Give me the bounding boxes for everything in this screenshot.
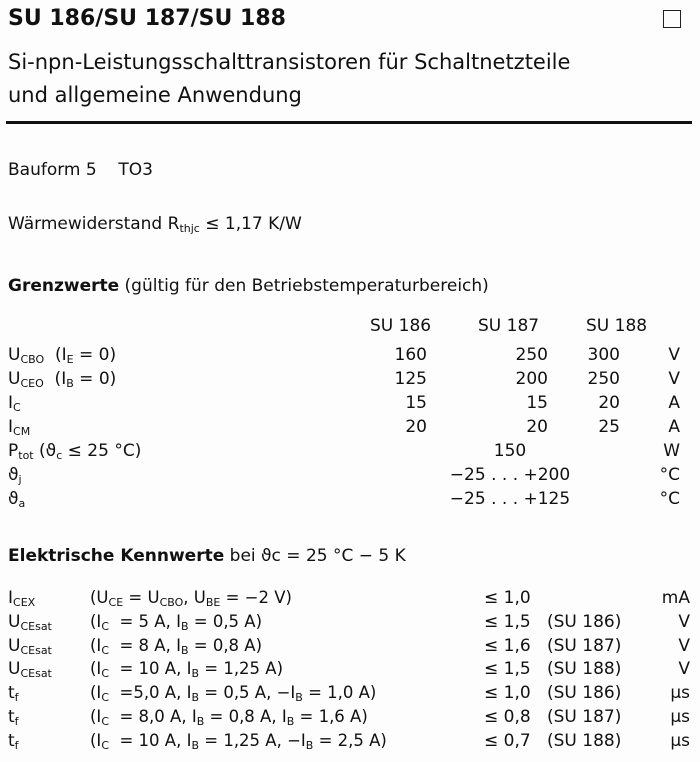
grenzwerte-title: Grenzwerte <box>8 276 120 296</box>
row-type: (SU 187) <box>547 707 622 727</box>
waermewiderstand <box>8 214 302 235</box>
grenzwerte-heading <box>8 276 489 296</box>
row-value: ≤ 1,6 <box>484 635 531 656</box>
row-unit: °C <box>659 489 680 509</box>
row-value: ≤ 0,7 <box>484 730 531 751</box>
row-label: $U_{CBO}$ $(I_E = 0)$ <box>8 345 117 366</box>
row-condition: ($I_C = 8$ A, $I_B = 0,8$ A) <box>90 635 263 657</box>
row-unit: mA <box>661 588 690 608</box>
row-symbol: $U_{CEsat}$ <box>8 635 52 657</box>
kennwerte-note: bei ϑc = 25 °C − 5 K <box>229 546 406 566</box>
waermewiderstand-value: ≤ 1,17 K/W <box>205 214 302 234</box>
row-unit: V <box>678 635 690 656</box>
row-unit: V <box>668 345 680 365</box>
row-symbol: $U_{CEsat}$ <box>8 611 52 633</box>
column-header: SU 186 <box>370 316 432 336</box>
row-value: 20 <box>405 417 427 437</box>
row-condition: ($I_C = 5$ A, $I_B = 0,5$ A) <box>90 611 263 633</box>
row-value: 300 <box>587 345 620 365</box>
row-unit: V <box>678 659 690 680</box>
row-label: $ϑ_j$ <box>8 465 22 486</box>
row-symbol: $t_f$ <box>8 730 19 752</box>
row-type: (SU 188) <box>547 730 622 751</box>
row-label: $I_C$ <box>8 393 21 414</box>
row-unit: µs <box>670 683 690 704</box>
rthjc-symbol: $R_{thjc}$ <box>167 214 200 235</box>
page-title: SU 186/SU 187/SU 188 <box>8 6 286 31</box>
row-condition: ($I_C = 8,0$ A, $I_B = 0,8$ A, $I_B = 1,6$ A) <box>90 707 368 728</box>
row-condition: ($I_C = 10$ A, $I_B = 1,25$ A) <box>90 659 284 681</box>
row-unit: A <box>668 393 680 413</box>
bauform-value: TO3 <box>118 160 153 180</box>
row-value: 25 <box>598 417 620 437</box>
row-label: $I_{CM}$ <box>8 417 31 438</box>
row-value: 250 <box>515 345 548 365</box>
row-condition: ($U_{CE} = U_{CBO}$, $U_{BE} = -2$ V) <box>90 588 292 609</box>
row-unit: µs <box>670 707 690 727</box>
row-value: 150 <box>493 441 527 461</box>
row-unit: µs <box>670 730 690 751</box>
row-label: $ϑ_a$ <box>8 489 26 510</box>
row-value: ≤ 1,0 <box>484 683 531 704</box>
row-type: (SU 186) <box>547 683 622 704</box>
row-value: ≤ 1,0 <box>484 588 531 608</box>
column-header: SU 188 <box>586 316 648 336</box>
row-unit: °C <box>659 465 680 485</box>
row-value: ≤ 1,5 <box>484 659 531 680</box>
row-condition: ($I_C = 10$ A, $I_B = 1,25$ A, $-I_B = 2,5$ A) <box>90 730 387 752</box>
row-label: $P_{tot}$ ($ϑ_c \le 25$ °C) <box>8 441 142 462</box>
row-value: ≤ 0,8 <box>484 707 531 727</box>
row-symbol: $t_f$ <box>8 707 19 728</box>
bauform-label: Bauform 5 <box>8 160 97 180</box>
row-value: 20 <box>526 417 548 437</box>
row-value: ≤ 1,5 <box>484 611 531 632</box>
row-unit: V <box>678 611 690 632</box>
row-unit: V <box>668 369 680 389</box>
divider <box>6 121 692 124</box>
row-value: −25 . . . +125 <box>449 489 571 509</box>
row-value: 15 <box>526 393 548 413</box>
row-value: 250 <box>587 369 620 389</box>
row-value: 20 <box>598 393 620 413</box>
subtitle-line-2: und allgemeine Anwendung <box>8 83 302 107</box>
row-value: 200 <box>515 369 548 389</box>
row-type: (SU 188) <box>547 659 622 680</box>
row-type: (SU 186) <box>547 611 622 632</box>
kennwerte-title: Elektrische Kennwerte <box>8 546 225 566</box>
row-type: (SU 187) <box>547 635 622 656</box>
checkbox[interactable] <box>663 10 681 28</box>
row-unit: A <box>668 417 680 437</box>
row-value: 125 <box>394 369 427 389</box>
kennwerte-heading <box>8 546 406 566</box>
row-symbol: $I_{CEX}$ <box>8 588 36 609</box>
waermewiderstand-label: Wärmewiderstand <box>8 214 163 234</box>
row-condition: ($I_C =5,0$ A, $I_B = 0,5$ A, $-I_B = 1,0$ A) <box>90 683 377 705</box>
row-symbol: $t_f$ <box>8 683 19 705</box>
row-label: $U_{CEO}$ $(I_B = 0)$ <box>8 369 117 390</box>
row-symbol: $U_{CEsat}$ <box>8 659 52 681</box>
subtitle-line-1: Si-npn-Leistungsschalttransistoren für Schaltnetzteile <box>8 50 571 74</box>
grenzwerte-note: (gültig für den Betriebstemperaturbereich) <box>124 276 489 296</box>
row-value: 15 <box>405 393 427 413</box>
row-value: 160 <box>394 345 427 365</box>
column-header: SU 187 <box>478 316 540 336</box>
row-value: −25 . . . +200 <box>449 465 571 485</box>
row-unit: W <box>663 441 680 461</box>
bauform <box>8 160 153 180</box>
